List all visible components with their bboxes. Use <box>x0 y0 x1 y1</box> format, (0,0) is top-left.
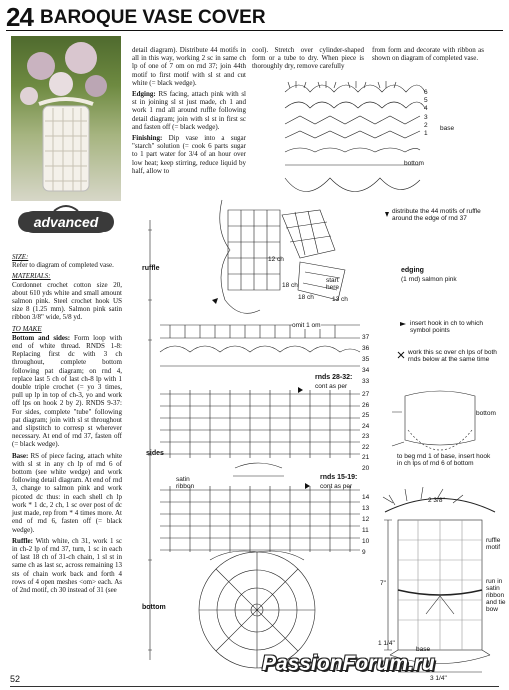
label-13ch: 13 ch <box>332 296 348 303</box>
badge-label: advanced <box>33 214 99 230</box>
detail-bottom-label: bottom <box>476 410 496 417</box>
materials-heading: MATERIALS: <box>12 272 51 281</box>
cross-symbol-icon <box>398 352 404 358</box>
edging-heading: Edging: <box>132 90 156 99</box>
sides-label: sides <box>146 450 164 457</box>
star-marker-icon <box>385 212 389 217</box>
dim-base-height: 1 1/4" <box>378 640 395 647</box>
ruffle-heading: Ruffle: <box>12 536 33 545</box>
cont-as-per-upper: cont as per <box>315 383 348 390</box>
upper-row-numbers: 37 36 35 34 33 <box>362 334 370 385</box>
dim-top: 2 3/8" <box>428 497 445 504</box>
base-label-2: base <box>416 646 431 653</box>
ruffle-motif-label: ruffle motif <box>486 537 501 551</box>
cont-marker-icon-2 <box>305 483 310 489</box>
materials-text: Cordonnet crochet cotton size 20, about 610 yds white and small amount salmon pink. Steel crochet hook US size 8 (1.25 mm). Salmon pink satin ribbon 3/8" wide, 5/8 yd. <box>12 280 122 322</box>
ribbon-note: run in satin ribbon and tie bow <box>486 578 506 613</box>
ruffle-label: ruffle <box>142 265 160 272</box>
base-row-numbers: 6 5 4 3 2 1 <box>424 89 428 138</box>
page-title: BAROQUE VASE COVER <box>40 7 266 28</box>
base-text: RS of piece facing, attach white with sl st in any ch lp of rnd 6 of bottom (see white wedge) and work following detail diagram. At end of rnd 3, change to salmon pink and work picoted dc thus: in each shell ch lp work * 1 dc, 2 ch, 1 sc over post of dc just made, rep from * 4 times more. At end of rnd 6, fasten off (= black wedge). <box>12 451 122 534</box>
beg-note: to beg rnd 1 of base, insert hook in ch lps of rnd 6 of bottom <box>397 453 491 467</box>
page-number: 52 <box>10 674 21 684</box>
satin-ribbon-label: satin ribbon <box>176 476 195 490</box>
dim-height: 7" <box>380 580 386 587</box>
finishing-end-text: from form and decorate with ribbon as shown on diagram of completed vase. <box>372 46 484 63</box>
base-label: base <box>440 125 455 132</box>
work-note: work this sc over ch lps of both rnds below at the same time <box>408 349 497 363</box>
cont-as-per-lower: cont as per <box>320 483 353 490</box>
label-18ch-b: 18 ch <box>298 294 314 301</box>
dim-base-width: 3 1/4" <box>430 675 447 682</box>
size-heading: SIZE: <box>12 253 29 261</box>
size-text: Refer to diagram of completed vase. <box>12 261 114 270</box>
ruffle-continued-text: detail diagram). Distribute 44 motifs in all in this way, working 2 sc in same ch lp of one of 7 om on rnd 37; join 44th motif to first motif with sl st and cut white (= black wedge). <box>132 46 246 87</box>
bottom-label-top: bottom <box>404 160 424 167</box>
insert-note: insert hook in ch to which symbol points <box>410 320 483 334</box>
bottom-sides-text: Form loop with end of white thread. RNDS 1-8: Replacing first dc with 3 ch throughout, complete bottom following pat diagram; on rnd 4, replace last 5 ch of last ch-8 lp with 1 double triple crochet (= yo 3 times, pull up lp in top of ch-3, yo and work off lps on hook 2 by 2). RNDS 9-37: For sides, complete "tube" following pat diagram; join with sl st throughout and slipstitch to corresp st wherever necessary. At end of rnd 37, fasten off (= black wedge). <box>12 333 122 449</box>
finishing-continued-text: cool). Stretch over cylinder-shaped form or a tube to dry. When piece is thoroughly dry, remove carefully <box>252 46 364 71</box>
base-heading: Base: <box>12 451 29 460</box>
lower-row-numbers: 14 13 12 11 10 9 <box>362 494 370 556</box>
arrow-symbol-icon <box>400 322 406 326</box>
ruffle-text: With white, ch 31, work 1 sc in ch-2 lp of rnd 37, turn, 1 sc in each of last 18 ch of 31-ch chain, 1 sl st in same ch as last sc, across remaining 13 sts of chain work back and forth 4 rows of 4 open meshes <om> each. As of 2nd motif, ch 30 instead of 31 (see <box>12 536 122 594</box>
side-row-numbers: 27 26 25 24 23 22 21 20 <box>362 391 370 472</box>
bottom-rule <box>10 686 499 687</box>
to-make-heading: TO MAKE <box>12 324 42 333</box>
star-note: distribute the 44 motifs of ruffle around the edge of rnd 37 <box>392 208 481 222</box>
bottom-sides-heading: Bottom and sides: <box>12 333 71 342</box>
pattern-number: 24 <box>6 2 33 32</box>
bottom-label: bottom <box>142 604 166 611</box>
finishing-heading: Finishing: <box>132 134 163 143</box>
finishing-text: Dip vase into a sugar "starch" solution (= cook 6 parts sugar to 1 part water for 3/4 of an hour over low heat; keep stirring, reduce liquid by half, allow to <box>132 134 246 175</box>
label-18ch-a: 18 ch <box>282 282 298 289</box>
edging-text: RS facing, attach pink with sl st in joining sl st just made, ch 1 and work 1 rnd all around ruffle following detail diagram; join with sl st in first sc and fasten off (= black wedge). <box>132 90 246 131</box>
edging-note: (1 rnd) salmon pink <box>401 276 457 283</box>
rnds-15-19-label: rnds 15-19: <box>320 474 358 481</box>
watermark: PassionForum.ru <box>262 652 435 675</box>
omit-note: omit 1 om <box>292 322 321 329</box>
black-wedge-icon <box>212 298 218 304</box>
edging-label: edging <box>401 267 424 274</box>
rnds-28-32-label: rnds 28-32: <box>315 374 353 381</box>
cont-marker-icon <box>298 387 303 393</box>
start-here-label: start here <box>326 277 340 291</box>
label-12ch: 12 ch <box>268 256 284 263</box>
